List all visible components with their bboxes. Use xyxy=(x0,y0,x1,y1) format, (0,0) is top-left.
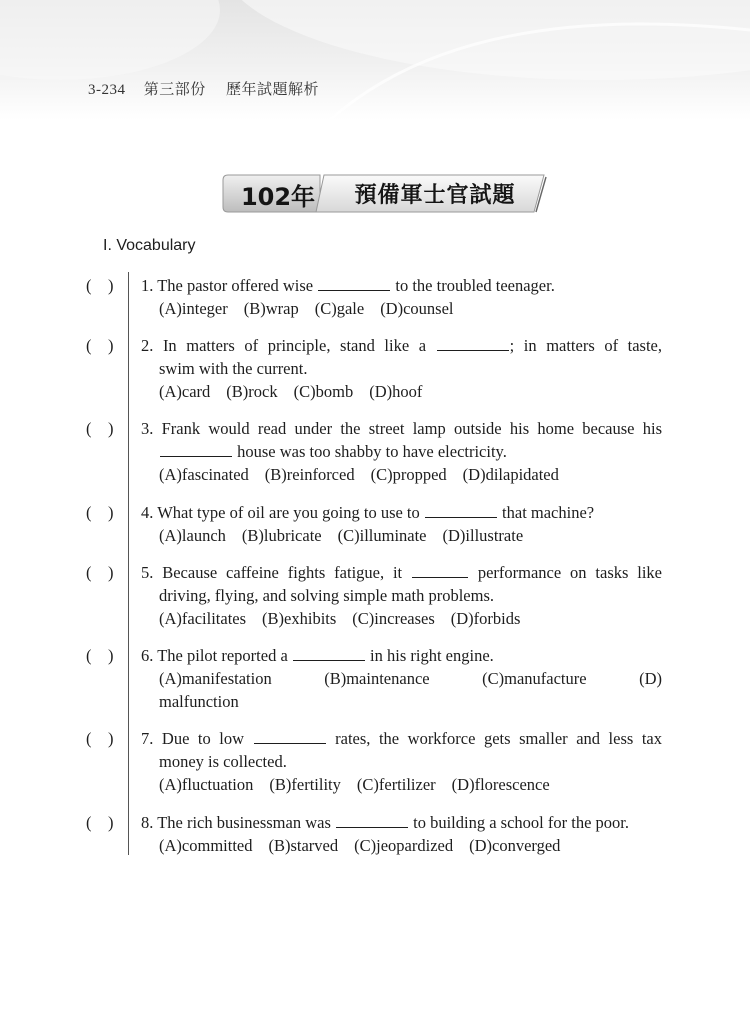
answer-parentheses: ( ) xyxy=(86,729,114,748)
answer-parentheses: ( ) xyxy=(86,813,114,832)
answer-option: (B)exhibits xyxy=(262,609,337,628)
question-text-segment: 8. The rich businessman was xyxy=(141,813,335,832)
answer-option: (D)dilapidated xyxy=(462,465,559,484)
section-heading: I. Vocabulary xyxy=(103,237,196,254)
answer-option: (A)integer xyxy=(159,299,228,318)
question-text xyxy=(141,644,662,713)
question-text xyxy=(141,561,662,630)
answer-option: (D)converged xyxy=(469,836,561,855)
decorative-curves xyxy=(0,0,750,120)
exam-year: 102年 xyxy=(240,183,316,211)
answer-blank xyxy=(160,441,232,457)
question-text-segment: performance on tasks like xyxy=(468,563,663,582)
answer-option: (C)bomb xyxy=(293,382,354,401)
question-line xyxy=(141,440,662,463)
answer-blank xyxy=(318,275,390,291)
answer-option: (D)forbids xyxy=(450,609,521,628)
question-line xyxy=(141,727,662,750)
answer-option: (A)card xyxy=(159,382,211,401)
question-text-segment: 4. What type of oil are you going to use to xyxy=(141,503,424,522)
question-line xyxy=(141,584,662,607)
answer-blank xyxy=(425,502,497,518)
question-text xyxy=(141,417,662,486)
answer-option: (C)illuminate xyxy=(337,526,427,545)
answer-option: (C)jeopardized xyxy=(354,836,454,855)
question-line xyxy=(141,417,662,440)
question-text-segment: 6. The pilot reported a xyxy=(141,646,292,665)
question-text xyxy=(141,274,662,320)
question-text-segment: malfunction xyxy=(159,692,239,711)
question-text xyxy=(141,727,662,796)
answer-blank xyxy=(437,335,509,351)
answer-option: (C)gale xyxy=(314,299,365,318)
question-text-segment: rates, the workforce gets smaller and less tax xyxy=(326,729,663,748)
question-text-segment: (A)manifestation (B)maintenance (C)manufacture (D) xyxy=(159,669,662,688)
question-line xyxy=(141,750,662,773)
answer-blank xyxy=(254,728,326,744)
page-header-band xyxy=(0,0,750,120)
answer-option: (A)launch xyxy=(159,526,226,545)
question-line xyxy=(141,501,662,524)
answer-option: (C)propped xyxy=(370,465,447,484)
exam-title: 預備軍士官試題 xyxy=(354,183,516,208)
answer-option: (A)fascinated xyxy=(159,465,249,484)
question-line xyxy=(141,561,662,584)
answer-options xyxy=(141,834,662,857)
answer-option: (D)florescence xyxy=(451,775,550,794)
answer-blank xyxy=(336,812,408,828)
answer-blank xyxy=(293,645,365,661)
answer-option: (A)committed xyxy=(159,836,253,855)
answer-options xyxy=(141,524,662,547)
question-text-segment: driving, flying, and solving simple math problems. xyxy=(159,586,495,605)
question-text-segment: money is collected. xyxy=(159,752,287,771)
answer-option: (C)fertilizer xyxy=(356,775,436,794)
question-text-segment: 5. Because caffeine fights fatigue, it xyxy=(141,563,411,582)
question-line xyxy=(141,334,662,357)
running-head xyxy=(88,78,319,99)
question-line xyxy=(141,644,662,667)
answer-divider-line xyxy=(128,272,129,855)
answer-option: (B)fertility xyxy=(269,775,341,794)
answer-option: (B)wrap xyxy=(243,299,299,318)
answer-options xyxy=(141,607,662,630)
answer-option: (A)facilitates xyxy=(159,609,247,628)
question-line xyxy=(141,811,662,834)
question-line xyxy=(141,667,662,690)
page-number: 3-234 xyxy=(88,82,126,98)
question-text-segment: that machine? xyxy=(497,503,595,522)
question-line xyxy=(141,357,662,380)
answer-option: (C)increases xyxy=(352,609,435,628)
answer-option: (B)lubricate xyxy=(241,526,322,545)
answer-parentheses: ( ) xyxy=(86,419,114,438)
answer-option: (B)starved xyxy=(268,836,339,855)
question-text-segment: 3. Frank would read under the street lamp outside his home because his xyxy=(141,419,662,438)
question-text-segment: ; in matters of taste, xyxy=(509,336,663,355)
answer-option: (D)hoof xyxy=(369,382,423,401)
answer-option: (A)fluctuation xyxy=(159,775,254,794)
answer-blank xyxy=(412,562,468,578)
exam-title-banner xyxy=(222,174,548,214)
question-text-segment: 1. The pastor offered wise xyxy=(141,276,318,295)
question-text-segment: to the troubled teenager. xyxy=(391,276,555,295)
answer-option: (B)reinforced xyxy=(264,465,355,484)
question-text-segment: to building a school for the poor. xyxy=(409,813,629,832)
question-text xyxy=(141,334,662,403)
answer-options xyxy=(141,773,662,796)
question-text-segment: 2. In matters of principle, stand like a xyxy=(141,336,436,355)
answer-parentheses: ( ) xyxy=(86,646,114,665)
question-text xyxy=(141,811,662,857)
answer-options xyxy=(141,463,662,486)
answer-parentheses: ( ) xyxy=(86,503,114,522)
question-line xyxy=(141,274,662,297)
answer-option: (B)rock xyxy=(226,382,278,401)
question-text-segment: house was too shabby to have electricity. xyxy=(233,442,507,461)
answer-parentheses: ( ) xyxy=(86,563,114,582)
question-text-segment: 7. Due to low xyxy=(141,729,253,748)
answer-parentheses: ( ) xyxy=(86,276,114,295)
question-text-segment: swim with the current. xyxy=(159,359,308,378)
answer-options xyxy=(141,380,662,403)
answer-options xyxy=(141,297,662,320)
part-label: 第三部份 xyxy=(143,82,206,98)
answer-option: (D)illustrate xyxy=(442,526,524,545)
answer-option: (D)counsel xyxy=(380,299,454,318)
question-text xyxy=(141,501,662,547)
section-label: 歷年試題解析 xyxy=(226,82,320,98)
question-text-segment: in his right engine. xyxy=(365,646,494,665)
answer-parentheses: ( ) xyxy=(86,336,114,355)
question-line xyxy=(141,690,662,713)
